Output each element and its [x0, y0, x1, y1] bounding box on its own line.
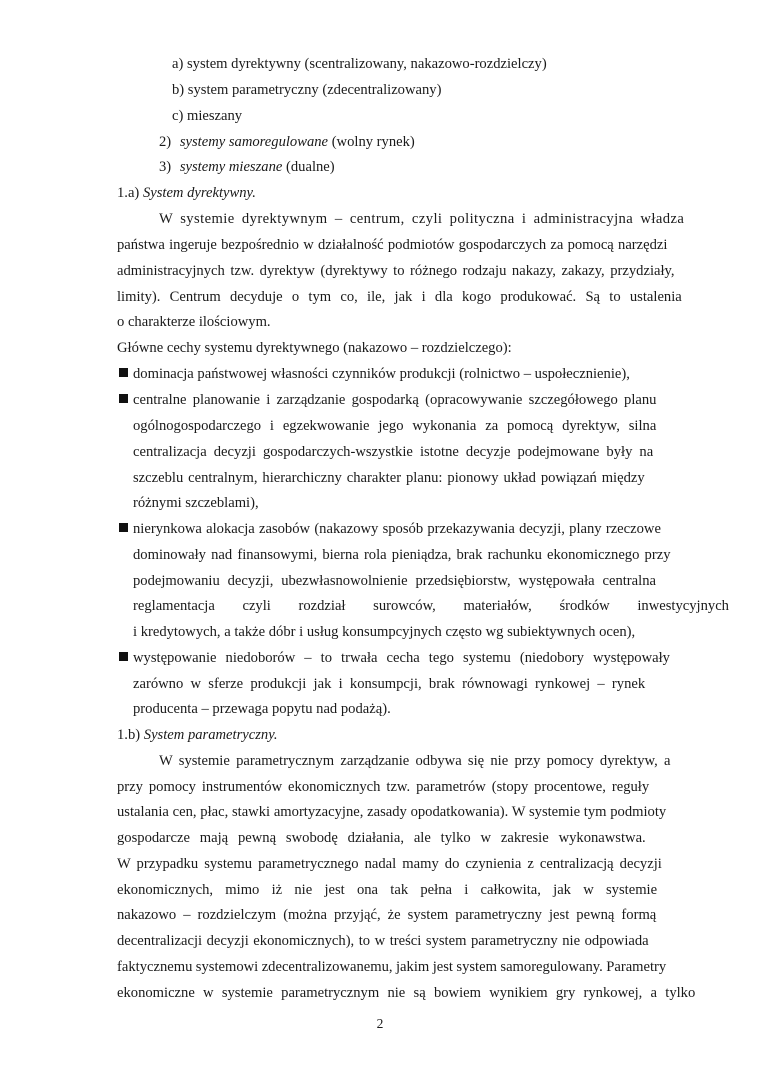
- p1-l1-text: W systemie dyrektywnym – centrum, czyli polityczna i administracyjna władza: [159, 211, 685, 227]
- paragraph-2-line-8: decentralizacji decyzji ekonomicznych), to w treści system parametryczny nie odpowiada: [117, 933, 649, 949]
- bullet-2-line-3: centralizacja decyzji gospodarczych-wszystkie istotne decyzje podejmowane były na: [133, 444, 654, 460]
- b3-l4-text: reglamentacja czyli rozdział surowców, materiałów, środków inwestycyjnych: [133, 598, 729, 614]
- bullet-square-icon: [119, 368, 128, 377]
- bullet-3-line-1: nierynkowa alokacja zasobów (nakazowy sposób przekazywania decyzji, plany rzeczowe: [133, 521, 661, 537]
- list-item-c: c) mieszany: [172, 108, 243, 124]
- list-item-3: [159, 158, 335, 176]
- paragraph-1-line-4: limity). Centrum decyduje o tym co, ile, jak i dla kogo produkować. Są to ustalenia: [117, 289, 682, 305]
- paragraph-1-line-5: o charakterze ilościowym.: [117, 314, 271, 330]
- paragraph-2-line-3: ustalania cen, płac, stawki amortyzacyjne, zasady opodatkowania). W systemie tym podmioty: [117, 804, 667, 820]
- paragraph-2-line-7: nakazowo – rozdzielczym (można przyjąć, że system parametryczny jest pewną formą: [117, 907, 657, 923]
- bullet-2-line-2: ogólnogospodarczego i egzekwowanie jego wykonania za pomocą dyrektyw, silna: [133, 418, 657, 434]
- section-1a-title: System dyrektywny.: [142, 185, 256, 201]
- paragraph-2-line-9: faktycznemu systemowi zdecentralizowanemu, jakim jest system samoregulowany. Parametry: [117, 959, 667, 975]
- bullet-square-icon: [119, 652, 128, 661]
- paragraph-1-line-1: [159, 210, 687, 228]
- bullet-2-line-5: różnymi szczeblami),: [133, 495, 259, 511]
- list-item-2-number: 2): [159, 134, 172, 150]
- bullet-2-line-1: centralne planowanie i zarządzanie gospodarką (opracowywanie szczegółowego planu: [133, 392, 657, 408]
- bullet-square-icon: [119, 394, 128, 403]
- bullet-3-line-3: podejmowaniu decyzji, ubezwłasnowolnienie przedsiębiorstw, występowała centralna: [133, 573, 656, 589]
- features-heading: Główne cechy systemu dyrektywnego (nakazowo – rozdzielczego):: [117, 340, 512, 356]
- paragraph-2-line-5: W przypadku systemu parametrycznego nadal mamy do czynienia z centralizacją decyzji: [117, 856, 662, 872]
- paragraph-1-line-3: administracyjnych tzw. dyrektyw (dyrektywy to różnego rodzaju nakazy, zakazy, przydziały,: [117, 263, 675, 279]
- bullet-3-line-4: [133, 597, 729, 615]
- page-number: 2: [376, 1016, 384, 1031]
- list-item-3-rest: (dualne): [286, 159, 335, 175]
- section-1b-title: System parametryczny.: [143, 727, 278, 743]
- bullet-2-line-4: szczeblu centralnym, hierarchiczny charakter planu: pionowy układ powiązań między: [133, 470, 645, 486]
- paragraph-2-line-10: ekonomiczne w systemie parametrycznym nie są bowiem wynikiem gry rynkowej, a tylko: [117, 985, 696, 1001]
- bullet-1-line-1: dominacja państwowej własności czynników produkcji (rolnictwo – uspołecznienie),: [133, 366, 630, 382]
- paragraph-2-line-2: przy pomocy instrumentów ekonomicznych tzw. parametrów (stopy procentowe, reguły: [117, 779, 650, 795]
- bullet-4-line-3: producenta – przewaga popytu nad podażą).: [133, 701, 391, 717]
- list-item-a: a) system dyrektywny (scentralizowany, nakazowo-rozdzielczy): [172, 56, 547, 72]
- list-item-3-term: systemy mieszane: [179, 159, 287, 175]
- list-item-2: [159, 133, 415, 151]
- section-heading-1a: [117, 184, 256, 202]
- bullet-4-line-1: występowanie niedoborów – to trwała cecha tego systemu (niedobory występowały: [133, 650, 670, 666]
- list-item-2-term: systemy samoregulowane: [179, 134, 332, 150]
- section-heading-1b: [117, 726, 278, 744]
- section-1b-prefix: 1.b): [117, 727, 144, 743]
- paragraph-2-line-1: W systemie parametrycznym zarządzanie odbywa się nie przy pomocy dyrektyw, a: [159, 753, 671, 769]
- bullet-4-line-2: zarówno w sferze produkcji jak i konsumpcji, brak równowagi rynkowej – rynek: [133, 676, 646, 692]
- bullet-3-line-2: dominowały nad finansowymi, bierna rola pieniądza, brak rachunku ekonomicznego przy: [133, 547, 671, 563]
- paragraph-1-line-2: państwa ingeruje bezpośrednio w działalność podmiotów gospodarczych za pomocą narzędzi: [117, 237, 668, 253]
- section-1a-prefix: 1.a): [117, 185, 143, 201]
- bullet-square-icon: [119, 523, 128, 532]
- paragraph-2-line-6: ekonomicznych, mimo iż nie jest ona tak pełna i całkowita, jak w systemie: [117, 882, 658, 898]
- bullet-3-line-5: i kredytowych, a także dóbr i usług konsumpcyjnych często wg subiektywnych ocen),: [133, 624, 636, 640]
- paragraph-2-line-4: gospodarcze mają pewną swobodę działania, ale tylko w zakresie wykonawstwa.: [117, 830, 646, 846]
- list-item-b: b) system parametryczny (zdecentralizowany): [172, 82, 442, 98]
- list-item-3-number: 3): [159, 159, 172, 175]
- list-item-2-rest: (wolny rynek): [331, 134, 415, 150]
